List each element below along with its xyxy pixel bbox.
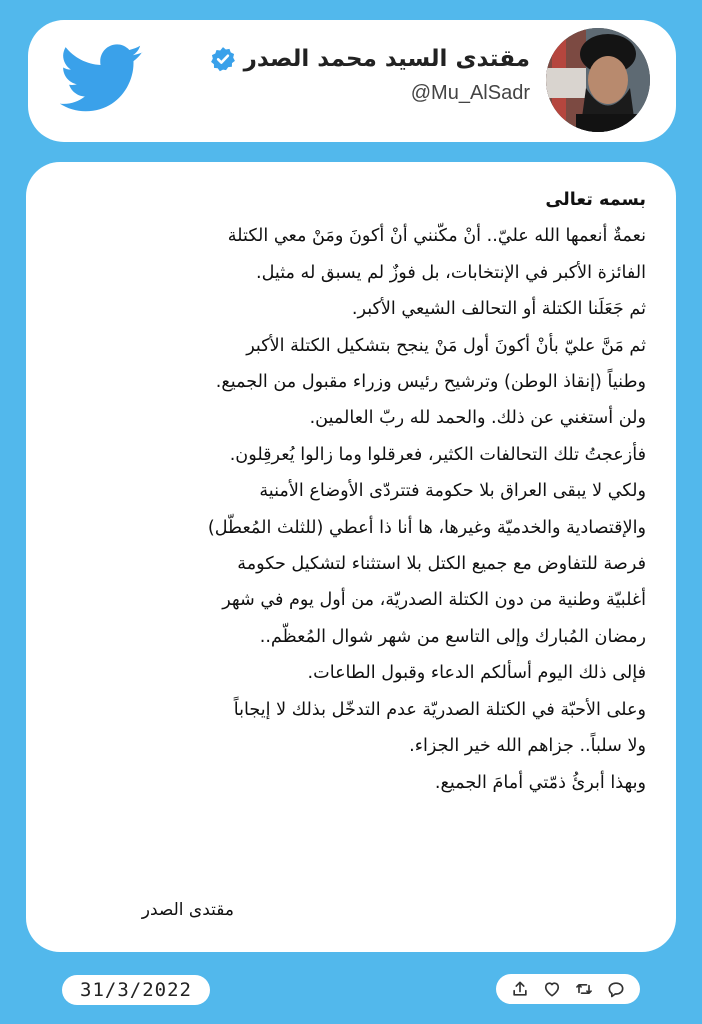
tweet-line: رمضان المُبارك وإلى التاسع من شهر شوال المُعظّم.. <box>259 626 646 647</box>
tweet-line: وطنياً (إنقاذ الوطن) وترشيح رئيس وزراء مقبول من الجميع. <box>215 372 646 393</box>
tweet-line: فأزعجتُ تلك التحالفات الكثير، فعرقلوا وما زالوا يُعرقِلون. <box>229 444 646 465</box>
tweet-actions <box>496 974 640 1004</box>
tweet-line: ثم جَعَلَنا الكتلة أو التحالف الشيعي الأكبر. <box>351 299 646 320</box>
avatar[interactable] <box>546 28 650 132</box>
verified-badge-icon <box>210 46 236 72</box>
tweet-line: أغلبيّة وطنية من دون الكتلة الصدريّة، من أول يوم في شهر <box>222 590 646 611</box>
tweet-line: بسمه تعالى <box>545 190 646 210</box>
tweet-line: والإقتصادية والخدميّة وغيرها، ها أنا ذا أعطي (للثلث المُعطّل) <box>207 517 646 538</box>
tweet-line: ولكي لا يبقى العراق بلا حكومة فتتردّى الأوضاع الأمنية <box>259 481 646 502</box>
like-icon[interactable] <box>542 979 562 999</box>
account-info <box>210 46 530 105</box>
account-handle[interactable]: @Mu_AlSadr <box>410 82 530 104</box>
tweet-date: 31/3/2022 <box>62 975 210 1005</box>
tweet-line: الفائزة الأكبر في الإنتخابات، بل فوزٌ لم يسبق له مثيل. <box>255 262 646 283</box>
tweet-line: فرصة للتفاوض مع جميع الكتل بلا استثناء لتشكيل حكومة <box>237 554 646 575</box>
avatar-portrait-icon <box>546 28 650 132</box>
tweet-line: نعمةٌ أنعمها الله عليّ.. أنْ مكّنني أنْ أكونَ ومَنْ معي الكتلة <box>227 226 646 247</box>
tweet-card <box>26 162 676 952</box>
tweet-line: ثم مَنَّ عليّ بأنْ أكونَ أول مَنْ ينجح بتشكيل الكتلة الأكبر <box>246 335 646 356</box>
tweet-line: وعلى الأحبّة في الكتلة الصدريّة عدم التدخّل بذلك لا إيجاباً <box>233 699 646 720</box>
tweet-line: ولا سلباً.. جزاهم الله خير الجزاء. <box>409 736 646 757</box>
reply-icon[interactable] <box>606 979 626 999</box>
account-name[interactable]: مقتدى السيد محمد الصدر <box>243 46 530 72</box>
tweet-line: فإلى ذلك اليوم أسألكم الدعاء وقبول الطاعات. <box>307 663 646 684</box>
share-icon[interactable] <box>510 979 530 999</box>
tweet-signature: مقتدى الصدر <box>141 900 234 920</box>
tweet-text <box>50 182 646 801</box>
tweet-line: ولن أستغني عن ذلك. والحمد لله ربّ العالمين. <box>309 408 646 429</box>
twitter-logo-icon <box>60 44 144 114</box>
profile-header <box>28 20 676 142</box>
tweet-line: وبهذا أبرئُ ذمّتي أمامَ الجميع. <box>434 772 646 793</box>
retweet-icon[interactable] <box>574 979 594 999</box>
